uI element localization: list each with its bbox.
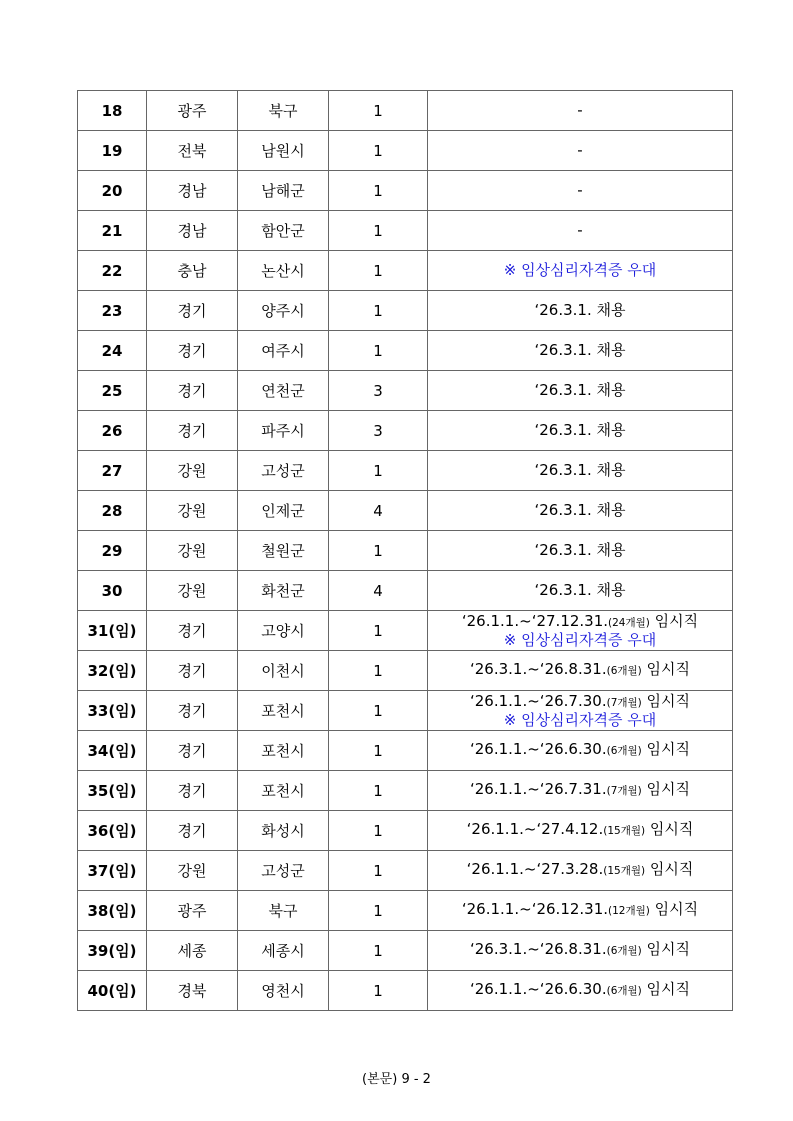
row-number-cell: 40(임) (78, 971, 147, 1011)
region-cell: 경기 (147, 651, 238, 691)
row-number-cell: 26 (78, 411, 147, 451)
note-line (428, 222, 732, 239)
note-text: ※ 임상심리자격증 우대 (503, 710, 657, 729)
note-line (428, 182, 732, 199)
row-number-cell: 33(임) (78, 691, 147, 731)
table-row (78, 651, 733, 691)
region-cell: 강원 (147, 531, 238, 571)
note-line (428, 542, 732, 559)
region-cell: 충남 (147, 251, 238, 291)
city-cell: 포천시 (238, 691, 329, 731)
note-cell (428, 771, 733, 811)
note-cell (428, 171, 733, 211)
count-cell: 3 (329, 411, 428, 451)
note-text: ‘26.1.1.~‘26.6.30. (469, 980, 607, 998)
city-cell: 포천시 (238, 771, 329, 811)
row-number-cell: 31(임) (78, 611, 147, 651)
note-duration: (7개월) (606, 696, 642, 709)
note-line (428, 462, 732, 479)
count-cell: 1 (329, 331, 428, 371)
city-cell: 철원군 (238, 531, 329, 571)
table-row (78, 251, 733, 291)
count-cell: 1 (329, 731, 428, 771)
count-cell: 1 (329, 811, 428, 851)
note-cell (428, 211, 733, 251)
count-cell: 1 (329, 251, 428, 291)
note-line (428, 693, 732, 712)
table-row (78, 371, 733, 411)
note-text: - (577, 221, 583, 239)
note-duration: (12개월) (608, 905, 650, 917)
count-cell: 1 (329, 971, 428, 1011)
note-cell (428, 491, 733, 531)
count-cell: 1 (329, 91, 428, 131)
note-cell (428, 611, 733, 651)
note-cell (428, 371, 733, 411)
note-line (428, 382, 732, 399)
note-text: ‘26.3.1. 채용 (534, 301, 626, 319)
row-number-cell: 18 (78, 91, 147, 131)
table-row (78, 971, 733, 1011)
table-row (78, 211, 733, 251)
row-number-cell: 30 (78, 571, 147, 611)
note-suffix: 임시직 (641, 980, 691, 998)
region-cell: 강원 (147, 571, 238, 611)
table-row (78, 291, 733, 331)
note-cell (428, 451, 733, 491)
city-cell: 이천시 (238, 651, 329, 691)
city-cell: 고양시 (238, 611, 329, 651)
count-cell: 1 (329, 211, 428, 251)
note-line (428, 861, 732, 880)
region-cell: 강원 (147, 491, 238, 531)
note-cell (428, 531, 733, 571)
count-cell: 1 (329, 291, 428, 331)
note-cell (428, 731, 733, 771)
note-line (428, 613, 732, 632)
note-duration: (15개월) (603, 865, 646, 877)
note-text: ‘26.1.1.~‘27.12.31. (461, 611, 609, 630)
city-cell: 북구 (238, 91, 329, 131)
row-number-cell: 27 (78, 451, 147, 491)
city-cell: 남원시 (238, 131, 329, 171)
city-cell: 연천군 (238, 371, 329, 411)
note-suffix: 임시직 (641, 940, 691, 958)
note-suffix: 임시직 (641, 780, 691, 798)
note-suffix: 임시직 (649, 611, 699, 630)
note-line (428, 941, 732, 960)
note-line (428, 781, 732, 800)
count-cell: 4 (329, 571, 428, 611)
table-row (78, 411, 733, 451)
city-cell: 양주시 (238, 291, 329, 331)
table-row (78, 771, 733, 811)
note-line (428, 661, 732, 680)
table-row (78, 331, 733, 371)
note-line (428, 712, 732, 729)
region-cell: 경기 (147, 411, 238, 451)
table-row (78, 491, 733, 531)
note-cell (428, 131, 733, 171)
note-duration: (6개월) (606, 745, 642, 757)
region-cell: 경기 (147, 291, 238, 331)
note-text: ‘26.1.1.~‘26.12.31. (461, 900, 609, 918)
note-line (428, 741, 732, 760)
note-text: - (577, 101, 583, 119)
note-text: ‘26.3.1.~‘26.8.31. (469, 940, 607, 958)
count-cell: 1 (329, 891, 428, 931)
note-duration: (6개월) (606, 945, 642, 957)
row-number-cell: 37(임) (78, 851, 147, 891)
note-cell (428, 891, 733, 931)
note-cell (428, 91, 733, 131)
table-row (78, 691, 733, 731)
region-cell: 경기 (147, 331, 238, 371)
note-duration: (7개월) (606, 785, 642, 797)
region-cell: 경남 (147, 211, 238, 251)
note-text: ‘26.3.1. 채용 (534, 541, 626, 559)
count-cell: 1 (329, 651, 428, 691)
note-suffix: 임시직 (645, 860, 694, 878)
table-row (78, 571, 733, 611)
table-row (78, 171, 733, 211)
table-row (78, 611, 733, 651)
city-cell: 화천군 (238, 571, 329, 611)
city-cell: 고성군 (238, 851, 329, 891)
city-cell: 함안군 (238, 211, 329, 251)
note-cell (428, 851, 733, 891)
note-text: ※ 임상심리자격증 우대 (503, 630, 657, 649)
note-duration: (24개월) (608, 616, 650, 629)
note-line (428, 632, 732, 649)
count-cell: 1 (329, 851, 428, 891)
row-number-cell: 35(임) (78, 771, 147, 811)
note-line (428, 901, 732, 920)
note-line (428, 142, 732, 159)
row-number-cell: 34(임) (78, 731, 147, 771)
count-cell: 4 (329, 491, 428, 531)
region-cell: 경기 (147, 731, 238, 771)
note-line (428, 422, 732, 439)
region-cell: 경기 (147, 611, 238, 651)
note-line (428, 981, 732, 1000)
note-line (428, 582, 732, 599)
note-cell (428, 691, 733, 731)
note-line (428, 821, 732, 840)
row-number-cell: 39(임) (78, 931, 147, 971)
city-cell: 화성시 (238, 811, 329, 851)
note-cell (428, 651, 733, 691)
region-cell: 경남 (147, 171, 238, 211)
count-cell: 1 (329, 771, 428, 811)
region-cell: 경기 (147, 371, 238, 411)
row-number-cell: 23 (78, 291, 147, 331)
table-row (78, 851, 733, 891)
table-row (78, 451, 733, 491)
count-cell: 1 (329, 131, 428, 171)
row-number-cell: 25 (78, 371, 147, 411)
note-text: ※ 임상심리자격증 우대 (503, 261, 657, 279)
city-cell: 포천시 (238, 731, 329, 771)
table-row (78, 91, 733, 131)
city-cell: 인제군 (238, 491, 329, 531)
note-cell (428, 331, 733, 371)
region-cell: 경기 (147, 771, 238, 811)
note-text: ‘26.1.1.~‘26.7.31. (469, 780, 607, 798)
note-suffix: 임시직 (641, 691, 691, 710)
row-number-cell: 19 (78, 131, 147, 171)
row-number-cell: 24 (78, 331, 147, 371)
note-cell (428, 291, 733, 331)
note-suffix: 임시직 (649, 900, 699, 918)
table-row (78, 131, 733, 171)
note-line (428, 302, 732, 319)
region-cell: 광주 (147, 891, 238, 931)
row-number-cell: 38(임) (78, 891, 147, 931)
count-cell: 3 (329, 371, 428, 411)
note-cell (428, 971, 733, 1011)
note-line (428, 342, 732, 359)
note-text: ‘26.3.1. 채용 (534, 381, 626, 399)
note-line (428, 262, 732, 279)
note-text: ‘26.3.1. 채용 (534, 341, 626, 359)
city-cell: 여주시 (238, 331, 329, 371)
note-text: ‘26.3.1. 채용 (534, 501, 626, 519)
note-cell (428, 571, 733, 611)
city-cell: 논산시 (238, 251, 329, 291)
city-cell: 세종시 (238, 931, 329, 971)
table-row (78, 931, 733, 971)
note-text: ‘26.3.1. 채용 (534, 581, 626, 599)
count-cell: 1 (329, 531, 428, 571)
note-duration: (15개월) (603, 825, 646, 837)
note-cell (428, 931, 733, 971)
note-text: ‘26.3.1.~‘26.8.31. (469, 660, 607, 678)
note-suffix: 임시직 (641, 740, 691, 758)
row-number-cell: 29 (78, 531, 147, 571)
note-cell (428, 811, 733, 851)
region-cell: 세종 (147, 931, 238, 971)
region-cell: 경북 (147, 971, 238, 1011)
note-suffix: 임시직 (645, 820, 694, 838)
city-cell: 북구 (238, 891, 329, 931)
note-text: ‘26.3.1. 채용 (534, 421, 626, 439)
count-cell: 1 (329, 451, 428, 491)
region-cell: 경기 (147, 691, 238, 731)
city-cell: 남해군 (238, 171, 329, 211)
note-line (428, 102, 732, 119)
note-text: ‘26.1.1.~‘26.6.30. (469, 740, 607, 758)
region-cell: 경기 (147, 811, 238, 851)
note-text: ‘26.1.1.~‘26.7.30. (469, 691, 607, 710)
count-cell: 1 (329, 691, 428, 731)
note-cell (428, 411, 733, 451)
note-text: ‘26.1.1.~‘27.4.12. (466, 820, 604, 838)
note-text: ‘26.1.1.~‘27.3.28. (466, 860, 604, 878)
note-cell (428, 251, 733, 291)
note-text: - (577, 141, 583, 159)
count-cell: 1 (329, 171, 428, 211)
row-number-cell: 20 (78, 171, 147, 211)
table-body (78, 91, 733, 1011)
note-duration: (6개월) (606, 665, 642, 677)
note-duration: (6개월) (606, 985, 642, 997)
city-cell: 고성군 (238, 451, 329, 491)
row-number-cell: 28 (78, 491, 147, 531)
region-cell: 광주 (147, 91, 238, 131)
note-text: - (577, 181, 583, 199)
count-cell: 1 (329, 931, 428, 971)
allocation-table (77, 90, 733, 1011)
region-cell: 강원 (147, 451, 238, 491)
region-cell: 전북 (147, 131, 238, 171)
row-number-cell: 21 (78, 211, 147, 251)
table-row (78, 811, 733, 851)
count-cell: 1 (329, 611, 428, 651)
row-number-cell: 22 (78, 251, 147, 291)
table-row (78, 891, 733, 931)
table-row (78, 531, 733, 571)
table-row (78, 731, 733, 771)
note-text: ‘26.3.1. 채용 (534, 461, 626, 479)
page-footer: (본문) 9 - 2 (362, 1072, 431, 1087)
note-line (428, 502, 732, 519)
city-cell: 파주시 (238, 411, 329, 451)
city-cell: 영천시 (238, 971, 329, 1011)
row-number-cell: 36(임) (78, 811, 147, 851)
note-suffix: 임시직 (641, 660, 691, 678)
region-cell: 강원 (147, 851, 238, 891)
row-number-cell: 32(임) (78, 651, 147, 691)
